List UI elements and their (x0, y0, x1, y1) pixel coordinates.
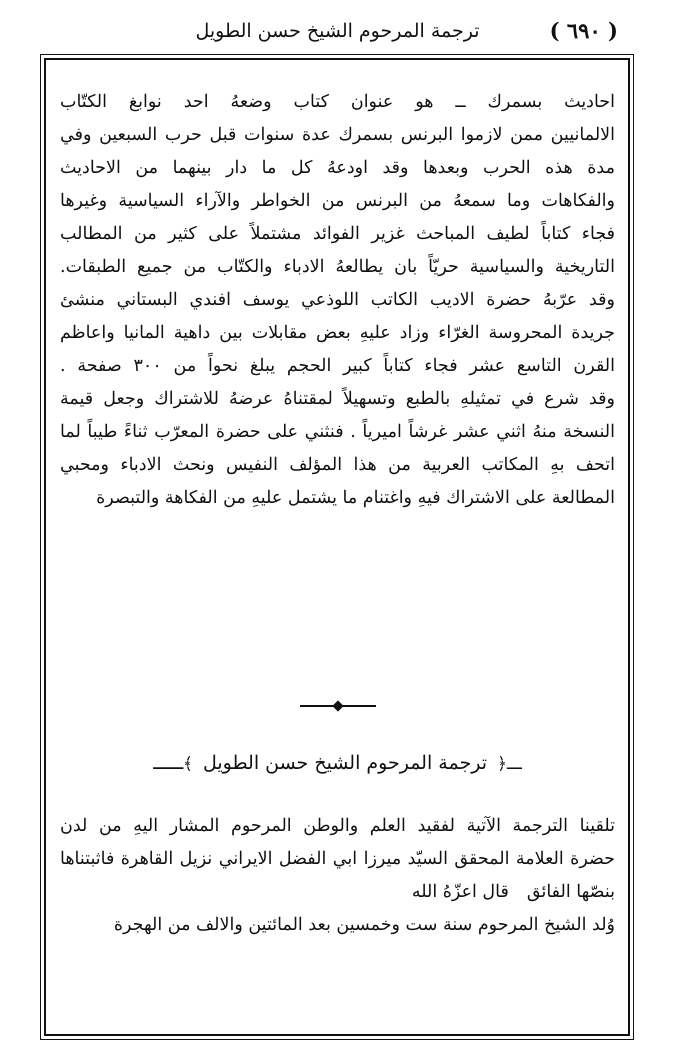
paragraph-1-line-2: الالمانيين ممن لازموا البرنس بسمرك عدة سنوات قبل حرب السبعين وفي (60, 125, 615, 145)
paragraph-2-line-3: القرن التاسع عشر فجاء كتاباً كبير الحجم يبلغ نحواً من ٣٠٠ صفحة . (60, 356, 615, 376)
body-text-bottom (60, 810, 615, 942)
section-separator (300, 705, 376, 707)
ornament-right: ـــ﴿ (496, 753, 522, 774)
paragraph-3-line-3: اتحف بهِ المكاتب العربية من هذا المؤلف النفيس ونحث الادباء ومحبي (60, 455, 615, 475)
section-title: ترجمة المرحوم الشيخ حسن الطويل (202, 752, 487, 774)
paragraph-2-line-1: وقد عرّبهُ حضرة الاديب الكاتب اللوذعي يوسف افندي البستاني منشئ (60, 290, 615, 310)
paragraph-4-line-1: تلقينا الترجمة الآتية لفقيد العلم والوطن المرحوم المشار اليهِ من لدن (60, 816, 615, 836)
ornament-left: ﴾ـــ (153, 753, 193, 774)
paragraph-4-line-3 (60, 876, 615, 909)
page-header (55, 14, 620, 54)
paragraph-1-line-6: التاريخية والسياسية حريّاً بان يطالعهُ الادباء والكتّاب من جميع الطبقات. (60, 257, 615, 277)
paragraph-4-quote-intro: قال اعزّهُ الله (411, 882, 509, 902)
paragraph-1-line-1: احاديث بسمرك ــ هو عنوان كتاب وضعهُ احد نوابغ الكتّاب (60, 92, 615, 112)
page-number: ( ٦٩٠ ) (549, 18, 618, 43)
paragraph-4-line-2: حضرة العلامة المحقق السيّد ميرزا ابي الفضل الايراني نزيل القاهرة فاثبتناها (60, 849, 615, 869)
paragraph-2-line-2: جريدة المحروسة الغرّاء وزاد عليهِ بعض مقابلات بين داهية المانيا واعاظم (60, 323, 615, 343)
paragraph-4-line-3-text: بنصّها الفائق (526, 882, 615, 902)
running-title: ترجمة المرحوم الشيخ حسن الطويل (195, 20, 480, 42)
paragraph-3-line-2: النسخة منهُ اثني عشر غرشاً اميرياً . فنثني على حضرة المعرّب ثناءً طيباً لما (60, 422, 615, 442)
paragraph-5-line-1: وُلد الشيخ المرحوم سنة ست وخمسين بعد المائتين والالف من الهجرة (113, 915, 615, 935)
section-heading (60, 752, 615, 774)
paragraph-1-line-5: فجاء كتاباً لطيف المباحث غزير الفوائد مشتملاً على كثير من المطالب (60, 224, 615, 244)
paragraph-3-line-1: وقد شرع في تمثيلهِ بالطبع وتسهيلاً لمقتناهُ عرضهُ للاشتراك وجعل قيمة (60, 389, 615, 409)
paragraph-1-line-4: والفكاهات وما سمعهُ من البرنس من الخواطر والآراء السياسية وغيرها (60, 191, 615, 211)
paragraph-3-line-4: المطالعة على الاشتراك فيهِ واغتنام ما يشتمل عليهِ من الفكاهة والتبصرة (96, 488, 615, 508)
paragraph-1-line-3: مدة هذه الحرب وبعدها وقد اودعهُ كل ما دار بينهما من الاحاديث (60, 158, 615, 178)
body-text-top (60, 86, 615, 515)
